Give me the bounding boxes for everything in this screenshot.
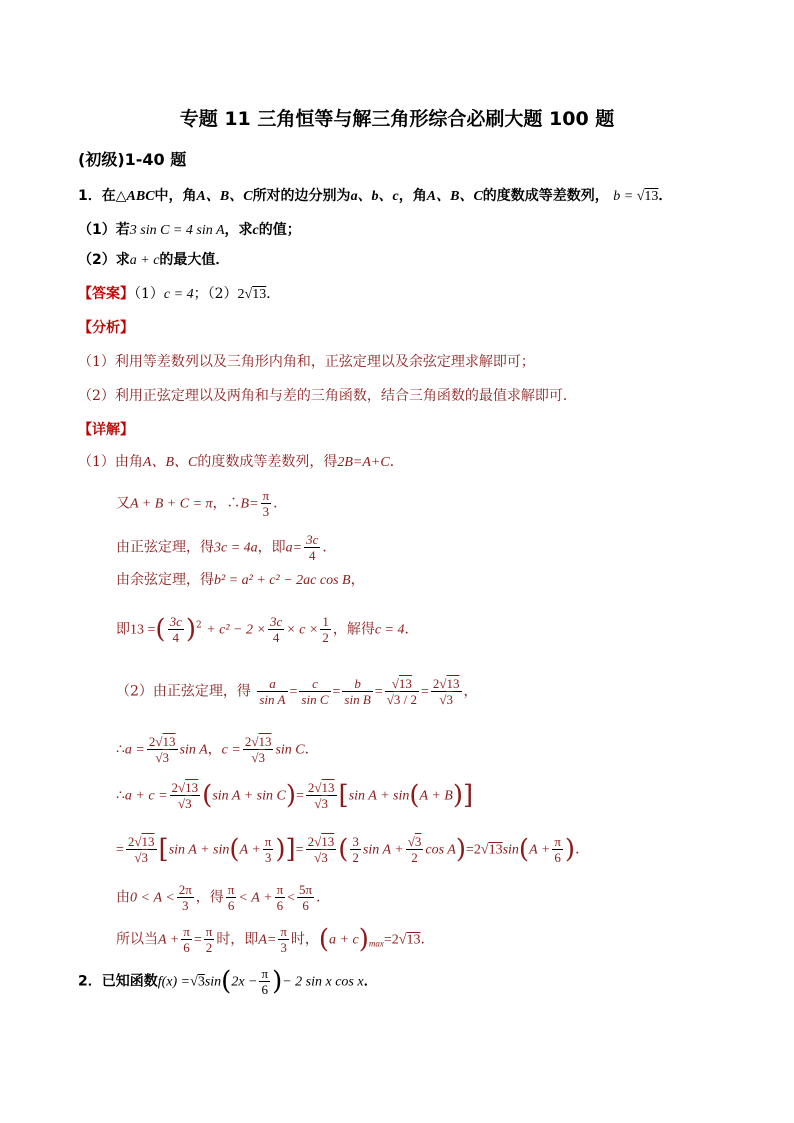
answer-line: 【答案】（1）c = 4；（2）2√13． [78,286,281,302]
analysis-line-1: （1）利用等差数列以及三角形内角和，正弦定理以及余弦定理求解即可； [78,354,535,370]
question-1-stem: 1．在△ABC中，角A、B、C所对的边分别为a、b、c，角A、B、C的度数成等差数列， b = √13． [78,188,673,204]
detail-tag: 【详解】 [78,422,134,438]
detail-step-3: 由正弦定理，得3c = 4a，即a= $\frac{3c}{4}$ ． [116,532,337,563]
detail-step-9: = $\frac{2√13}{√3}$ [sin A + sin(A + $\frac{\pi}{3}$ )]= $\frac{2√13}{√3}$ ( $\frac{3}{2}$ sin A + $\frac{√3}{2}$ cos A)=2√13sin(A + $\frac{\pi}{6}$ )． [116,834,590,865]
detail-step-8: ∴a + c = $\frac{2√13}{√3}$ (sin A + sin C)= $\frac{2√13}{√3}$ [sin A + sin(A + B)] [116,780,474,811]
section-heading: (初级)1-40 题 [78,150,187,169]
detail-step-7: ∴a = $\frac{2√13}{√3}$ sin A，c = $\frac{2√13}{√3}$ sin C． [116,734,319,765]
detail-step-2: 又A + B + C = π，∴B= $\frac{\pi}{3}$ ． [116,488,288,519]
analysis-line-2: （2）利用正弦定理以及两角和与差的三角函数，结合三角函数的最值求解即可． [78,388,577,404]
detail-step-11: 所以当A + $\frac{\pi}{6}$ = $\frac{\pi}{2}$ 时，即A= $\frac{\pi}{3}$ 时，$(a + c)_{max}=2√13$． [116,924,435,955]
question-1-part-1: （1）若3 sin C = 4 sin A，求c的值； [78,222,301,238]
detail-step-10: 由0 < A < $\frac{2\pi}{3}$ ，得 $\frac{\pi}{6}$ < A + $\frac{\pi}{6}$ < $\frac{5\pi}{6}$ ． [116,882,331,913]
fraction-pi-over-3: $\frac{\pi}{3}$ [262,488,270,519]
fraction-3c-over-4: $\frac{3c}{4}$ [306,532,319,563]
detail-step-4: 由余弦定理，得b² = a² + c² − 2ac cos B， [116,572,365,588]
page-title: 专题 11 三角恒等与解三角形综合必刷大题 100 题 [179,108,615,130]
detail-step-1: （1）由角A、B、C的度数成等差数列，得2B=A+C． [78,454,404,470]
question-2-stem: 2．已知函数f(x) =√3sin(2x − $\frac{\pi}{6}$ )− 2 sin x cos x． [78,966,378,997]
answer-tag: 【答案】 [78,286,134,302]
detail-step-6: （2）由正弦定理，得 $\frac{a}{\text{sin A}}$ = $\frac{c}{\text{sin C}}$ = $\frac{b}{\text{sin B}}$ = $\frac{√13}{√3 / 2}$ = $\frac{2√13}{√3}$ ， [116,676,478,707]
analysis-tag: 【分析】 [78,320,134,336]
question-1-part-2: （2）求a + c的最大值． [78,252,230,268]
detail-step-5: 即13 =( $\frac{3c}{4}$ )$^2$ + c² − 2 × $\frac{3c}{4}$ × c × $\frac{1}{2}$ ，解得c = 4． [116,614,419,645]
